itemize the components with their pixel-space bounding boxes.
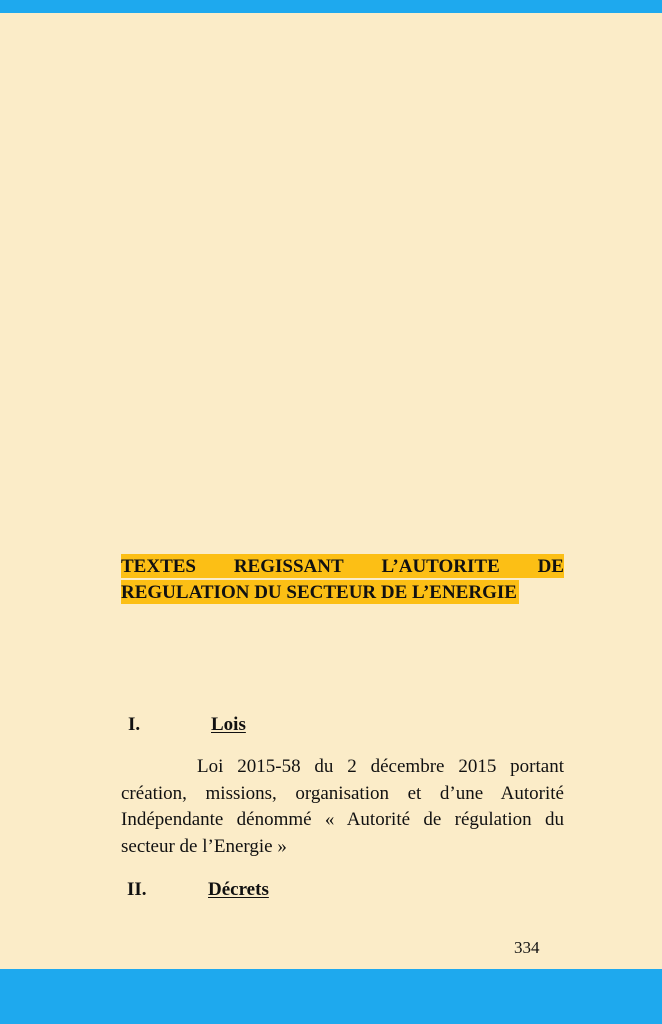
law-paragraph: Loi 2015-58 du 2 décembre 2015 portant création, missions, organisation et d’une Autorité Indépendante dénommé « Autorité de régulation du secteur de l’Energie »	[121, 756, 564, 857]
title-line-2-text: REGULATION DU SECTEUR DE L’ENERGIE	[121, 582, 517, 603]
title-word: TEXTES	[121, 556, 196, 577]
section-number: II.	[127, 879, 147, 900]
title-line-2	[121, 579, 564, 605]
section-label: Lois	[211, 714, 246, 735]
section-number: I.	[128, 714, 141, 735]
title-line-1	[121, 554, 564, 578]
bottom-band	[0, 969, 662, 1024]
document-title	[121, 554, 564, 606]
title-word: REGISSANT	[233, 556, 344, 577]
title-word: L’AUTORITE	[381, 556, 500, 577]
page-number: 334	[514, 938, 540, 957]
top-band	[0, 0, 662, 13]
title-word: DE	[537, 556, 564, 577]
section-label: Décrets	[208, 879, 269, 900]
